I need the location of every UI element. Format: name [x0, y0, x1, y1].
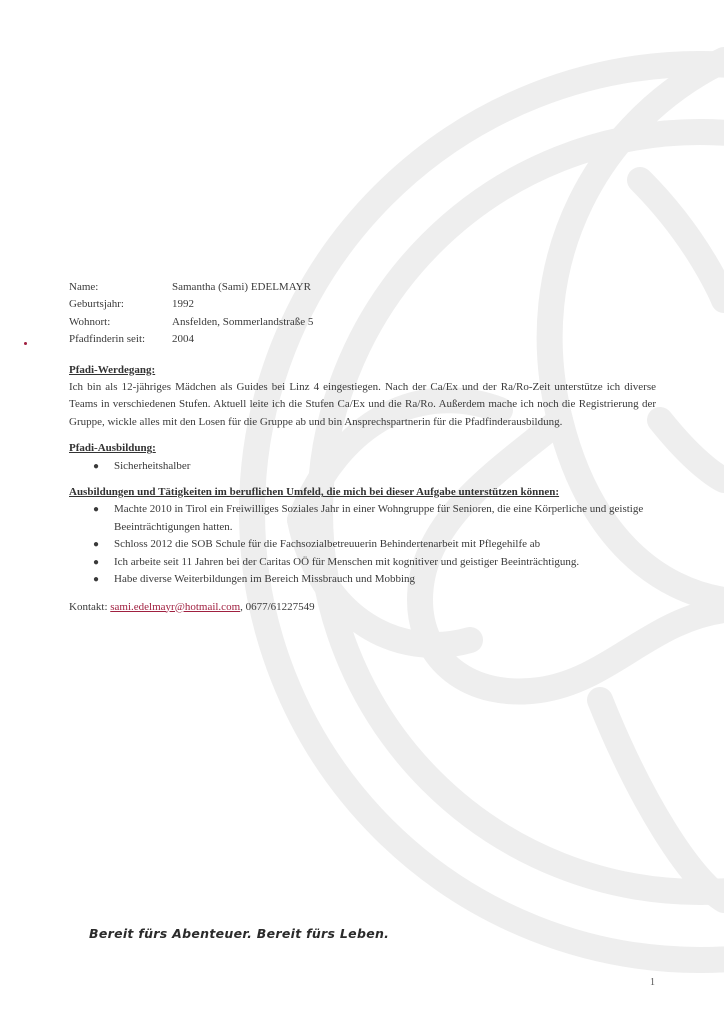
home-value: Ansfelden, Sommerlandstraße 5: [172, 315, 314, 328]
list-item: [93, 501, 656, 536]
name-label: Name:: [69, 281, 99, 293]
beruf-list: [69, 501, 656, 588]
scout-since-value: 2004: [172, 333, 194, 346]
bullet-icon: ●: [93, 504, 100, 516]
list-item: [93, 458, 656, 475]
ausbildung-list: [69, 458, 656, 475]
ausbildung-heading: Pfadi-Ausbildung:: [69, 442, 156, 455]
beruf-heading: Ausbildungen und Tätigkeiten im beruflichen Umfeld, die mich bei dieser Aufgabe unterstützen können:: [69, 486, 560, 499]
bullet-icon: ●: [93, 539, 100, 551]
info-home: [69, 314, 656, 331]
list-item-text: Habe diverse Weiterbildungen im Bereich Missbrauch und Mobbing: [114, 573, 416, 586]
list-item: [93, 536, 656, 553]
list-item-text: Schloss 2012 die SOB Schule für die Fachsozialbetreuuerin Behindertenarbeit mit Pflegehilfe ab: [114, 538, 541, 551]
contact-label: Kontakt:: [69, 600, 108, 613]
list-item: [93, 571, 656, 588]
home-label: Wohnort:: [69, 315, 111, 328]
margin-dot: [24, 342, 27, 345]
list-item-text: Ich arbeite seit 11 Jahren bei der Caritas OÖ für Menschen mit kognitiver und geistiger Beeinträchtigung.: [114, 555, 580, 568]
info-scout-since: [69, 331, 656, 348]
cv-content: [69, 279, 656, 616]
list-item-text: Sicherheitshalber: [114, 459, 191, 472]
phone-number: , 0677/61227549: [240, 600, 315, 613]
info-name: [69, 279, 656, 296]
info-birth: [69, 296, 656, 313]
list-item: [93, 554, 656, 571]
werdegang-heading: Pfadi-Werdegang:: [69, 363, 156, 376]
email-link[interactable]: sami.edelmayr@hotmail.com: [110, 600, 241, 613]
birth-label: Geburtsjahr:: [69, 298, 124, 311]
bullet-icon: ●: [93, 574, 100, 586]
werdegang-text: Ich bin als 12-jähriges Mädchen als Guides bei Linz 4 eingestiegen. Nach der Ca/Ex und der Ra/Ro-Zeit unterstütze ich diverse Teams in verschiedenen Stufen. Aktuell leite ich die Stufen Ca/Ex und die Ra/Ro. Außerdem mache ich noch die Registrierung der Gruppe, wickle alles mit den Losen für die Gruppe ab und bin Ansprechspartnerin für die Pfadfinderausbildung.: [69, 381, 656, 428]
birth-value: 1992: [172, 298, 194, 311]
page-number: 1: [650, 977, 655, 988]
name-value: Samantha (Sami) EDELMAYR: [172, 281, 311, 293]
bullet-icon: ●: [93, 556, 100, 568]
list-item-text: Machte 2010 in Tirol ein Freiwilliges Soziales Jahr in einer Wohngruppe für Senioren, die eine Körperliche und geistige Beeinträchtigungen hatten.: [114, 503, 644, 533]
footer-slogan: Bereit fürs Abenteuer. Bereit fürs Leben.: [89, 926, 390, 941]
bullet-icon: ●: [93, 460, 100, 472]
scout-since-label: Pfadfinderin seit:: [69, 333, 146, 346]
contact-line: [69, 599, 656, 616]
